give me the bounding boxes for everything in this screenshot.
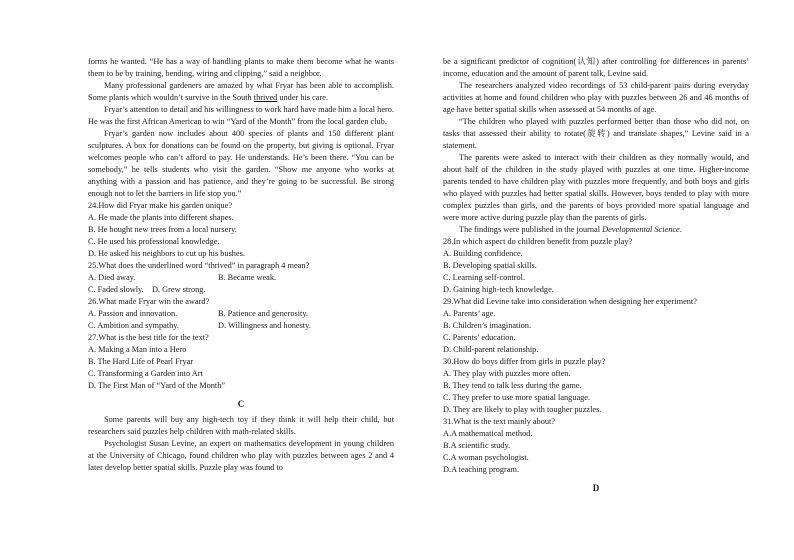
option: A. Building confidence. <box>443 249 523 258</box>
text-span: . <box>679 225 682 234</box>
paragraph: Psychologist Susan Levine, an expert on mathematics development in young children at the University of Chicago, found children who play with puzzles between ages 2 and 4 later develop better spatial skills. Puzzle play was found to <box>88 439 394 472</box>
option: B. They tend to talk less during the game. <box>443 381 582 390</box>
option: D. Child-parent relationship. <box>443 345 539 354</box>
question-24: 24.How did Fryar make his garden unique? <box>88 201 233 210</box>
option: C. Transforming a Garden into Art <box>88 369 203 378</box>
option: A. They play with puzzles more often. <box>443 369 571 378</box>
question-31: 31.What is the text mainly about? <box>443 417 555 426</box>
left-column <box>88 56 394 474</box>
question-25: 25.What does the underlined word “thrived” in paragraph 4 mean? <box>88 261 310 270</box>
option: A. Parents’ age. <box>443 309 496 318</box>
option-row <box>88 284 394 296</box>
option: C. Parents’ education. <box>443 333 516 342</box>
option: C. He used his professional knowledge. <box>88 237 220 246</box>
option-row <box>88 320 394 332</box>
option: B. He bought new trees from a local nursery. <box>88 225 237 234</box>
text-span: The findings were published in the journal <box>459 225 603 234</box>
option: C. They prefer to use more spatial language. <box>443 393 591 402</box>
paragraph: The researchers analyzed video recordings of 53 child-parent pairs during everyday activities at home and found children who play with puzzles between 26 and 46 months of age have better spatial skills when assessed at 54 months of age. <box>443 81 749 114</box>
question-28: 28.In which aspect do children benefit from puzzle play? <box>443 237 633 246</box>
paragraph: Fryar’s garden now includes about 400 species of plants and 150 different plant sculptures. A box for donations can be found on the property, but giving is optional. Fryar welcomes people who can’t afford to pay. He understands. He’s been there. “You can be somebody,” he tells students who visit the garden. “Show me anyone who works at anything with a passion and has patience, and they’re going to be successful. Be strong enough not to let the barriers in life stop you.” <box>88 129 394 198</box>
text-span: under his care. <box>277 93 328 102</box>
option: B.A scientific study. <box>443 441 511 450</box>
option: C. Learning self-control. <box>443 273 526 282</box>
option: D. The First Man of “Yard of the Month” <box>88 381 226 390</box>
option: D. Willingness and honesty. <box>218 321 311 330</box>
option: A.A mathematical method. <box>443 429 533 438</box>
option: D. Grew strong. <box>152 285 206 294</box>
paragraph: Some parents will buy any high-tech toy if they think it will help their child, but researchers said puzzles help children with math-related skills. <box>88 415 394 436</box>
option: A. Passion and innovation. <box>88 309 178 318</box>
option: A. He made the plants into different shapes. <box>88 213 234 222</box>
option: D. They are likely to play with tougher puzzles. <box>443 405 602 414</box>
option: B. The Hard Life of Pearl Fryar <box>88 357 194 366</box>
paragraph: The parents were asked to interact with their children as they normally would, and about half of the children in the study played with puzzles at one time. Higher-income parents tended to have children play with puzzles more frequently, and both boys and girls who played with puzzles had better spatial skills. However, boys tended to play with more complex puzzles than girls, and the parents of boys provided more spatial language and were more active during puzzle play than the parents of girls. <box>443 153 749 222</box>
question-27: 27.What is the best title for the text? <box>88 333 209 342</box>
option: B. Children’s imagination. <box>443 321 532 330</box>
option: D. He asked his neighbors to cut up his bushes. <box>88 249 245 258</box>
underlined-word: thrived <box>253 93 278 102</box>
option: D. Gaining high-tech knowledge. <box>443 285 554 294</box>
option: D.A teaching program. <box>443 465 520 474</box>
paragraph <box>443 224 749 236</box>
text-span: Many professional gardeners are amazed by what Fryar has been able to accomplish. Some plants which wouldn’t survive in the South <box>88 81 394 102</box>
right-column <box>443 56 749 498</box>
option: B. Developing spatial skills. <box>443 261 537 270</box>
paragraph: forms he wanted. “He has a way of handling plants to make them become what he wants them to be by training, bending, wiring and clipping,” said a neighbor. <box>88 57 394 78</box>
option: C.A woman psychologist. <box>443 453 529 462</box>
paragraph: be a significant predictor of cognition(认知) after controlling for differences in parents’ income, education and the amount of parent talk, Levine said. <box>443 57 749 78</box>
option: B. Became weak. <box>218 273 277 282</box>
journal-title: Developmental Science <box>602 225 680 234</box>
section-heading-c: C <box>237 399 245 409</box>
paragraph: “The children who played with puzzles performed better than those who did not, on tasks that assessed their ability to rotate(旋转) and translate shapes,” Levine said in a statement. <box>443 117 749 150</box>
option-row <box>88 308 394 320</box>
paragraph <box>88 80 394 104</box>
option-row <box>88 272 394 284</box>
section-heading-d: D <box>592 483 600 493</box>
question-29: 29.What did Levine take into consideration when designing her experiment? <box>443 297 697 306</box>
option: B. Patience and generosity. <box>218 309 309 318</box>
option: A. Making a Man into a Hero <box>88 345 187 354</box>
option: C. Ambition and sympathy. <box>88 321 179 330</box>
question-26: 26.What made Fryar win the award? <box>88 297 210 306</box>
option: A. Died away. <box>88 273 136 282</box>
question-30: 30.How do boys differ from girls in puzzle play? <box>443 357 606 366</box>
paragraph: Fryar’s attention to detail and his willingness to work hard have made him a local hero. He was the first African American to win “Yard of the Month” from the local garden club. <box>88 105 394 126</box>
option: C. Faded slowly. <box>88 285 144 294</box>
